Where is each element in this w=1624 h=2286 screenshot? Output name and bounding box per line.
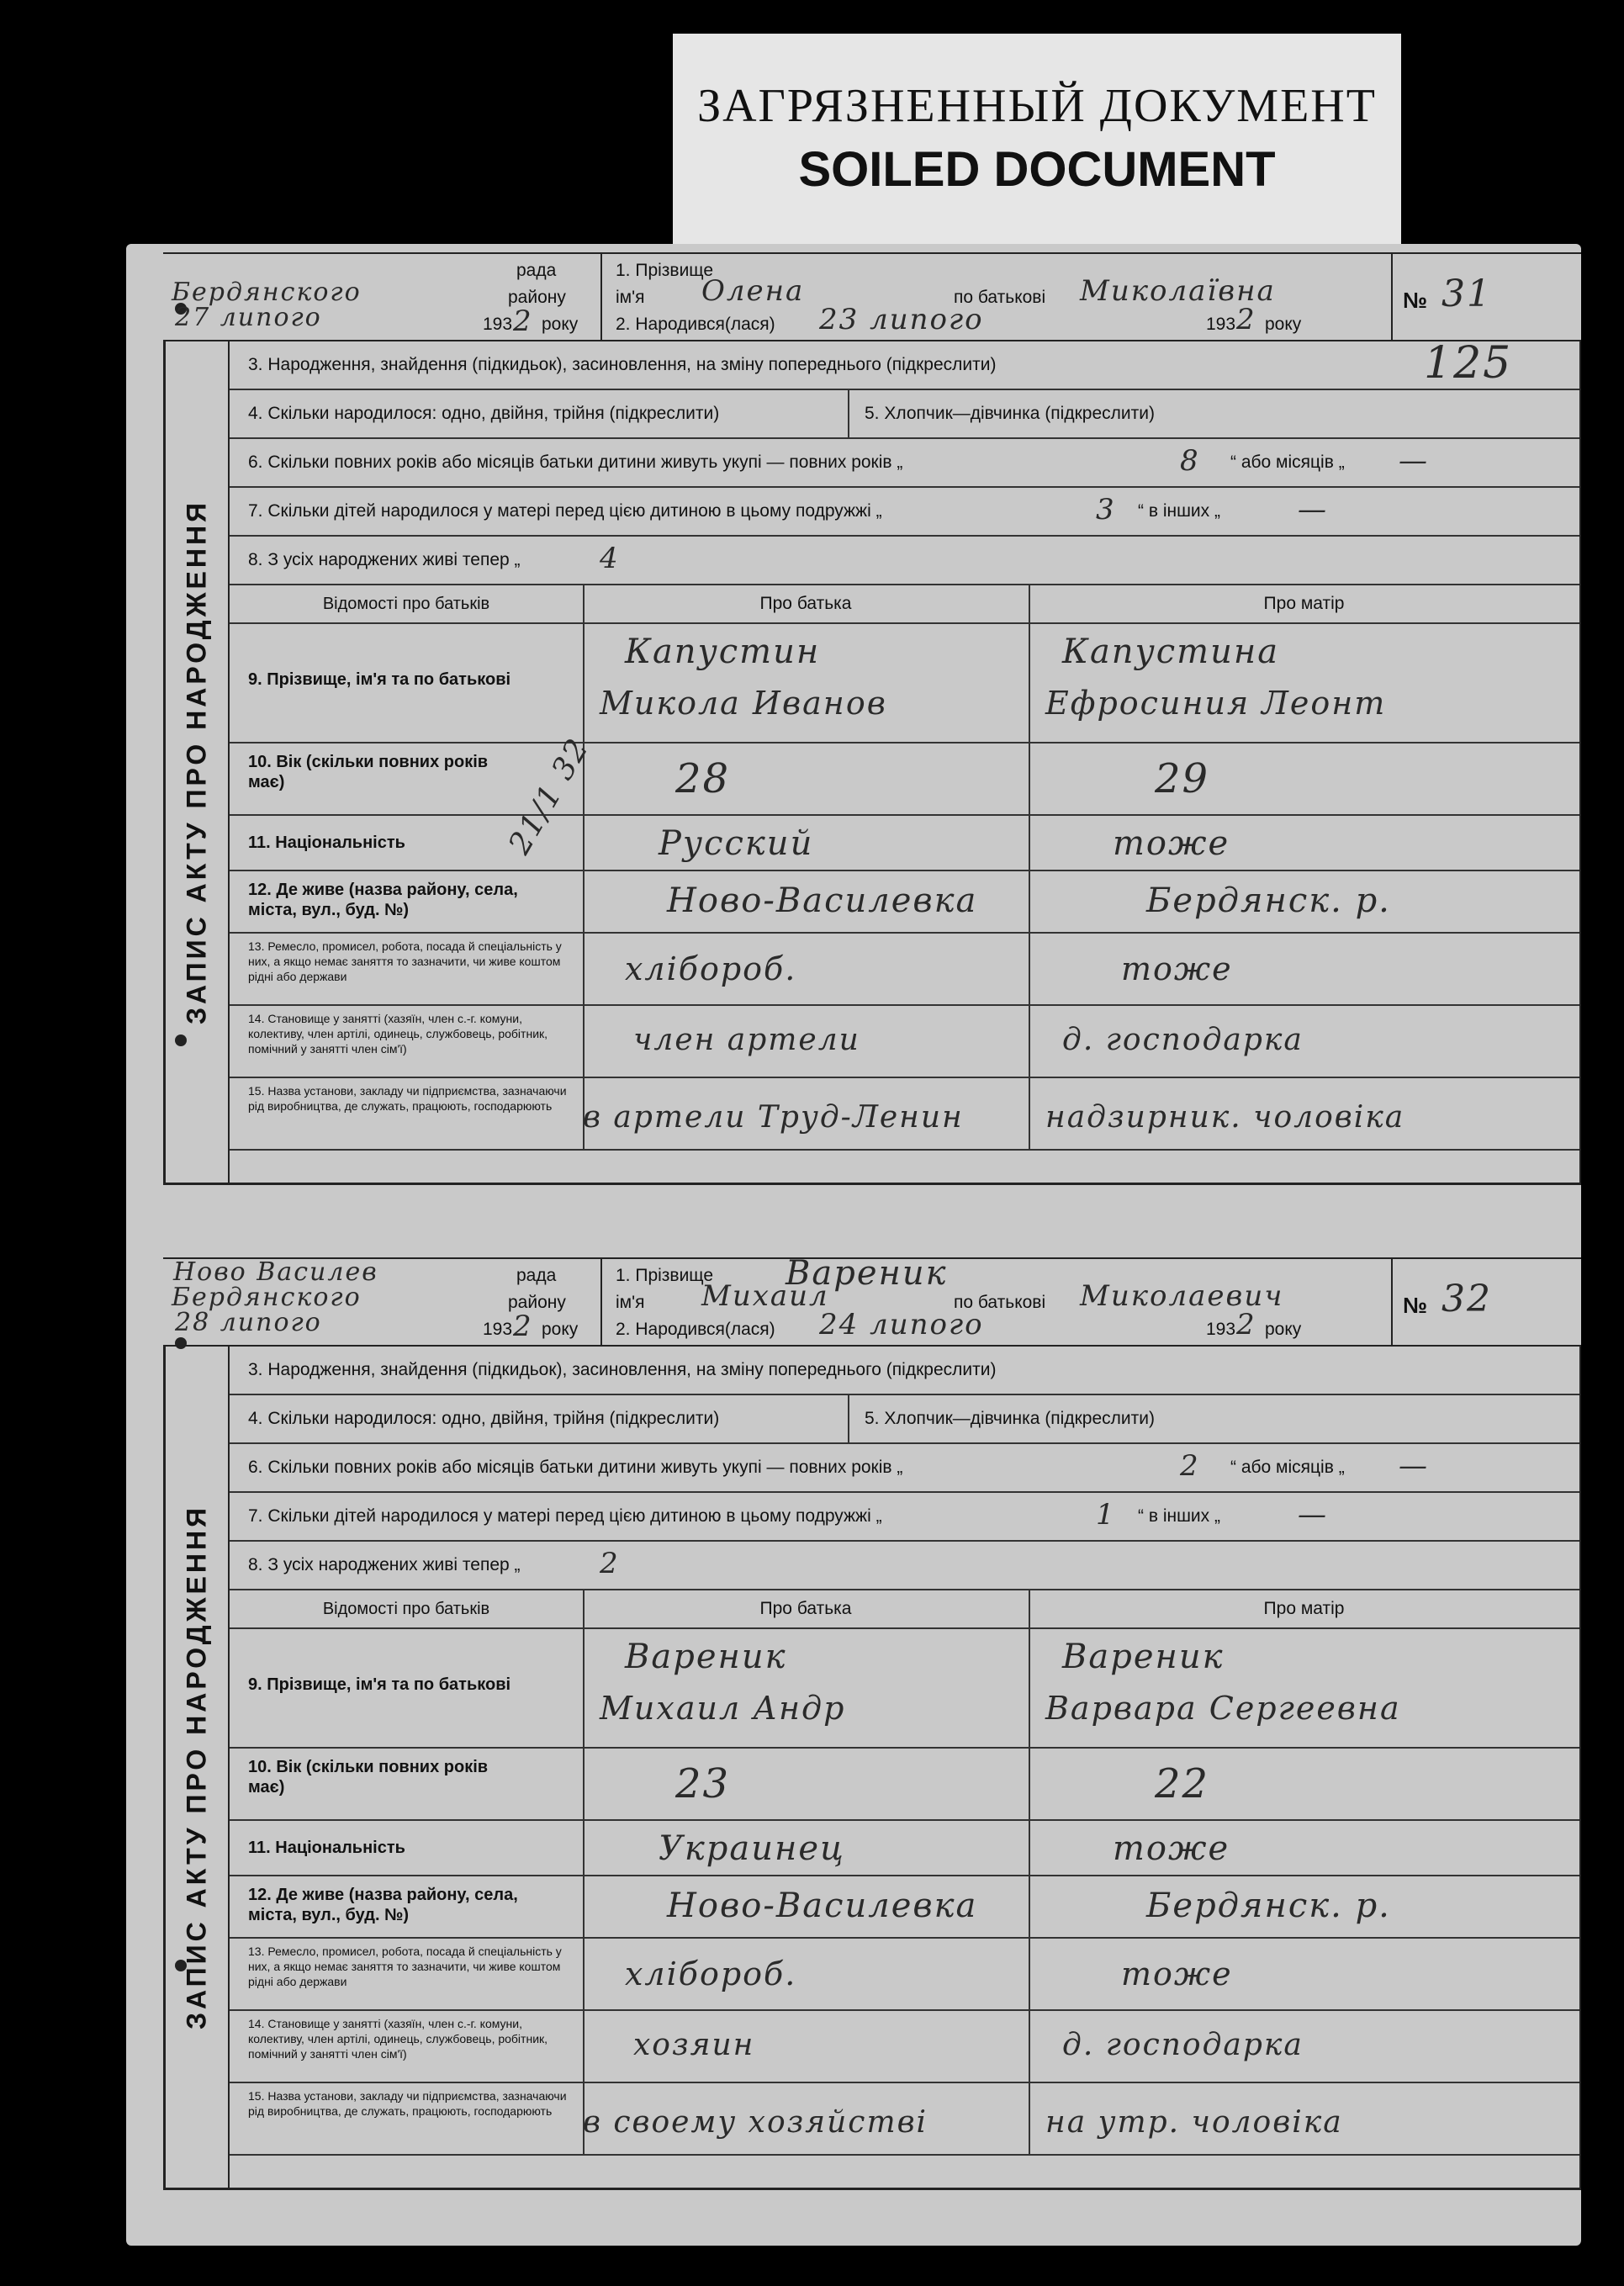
row-13-occupation: 13. Ремесло, промисел, робота, посада й спеціальність у них, а якщо немає заняття то зазначити, чи живе коштом рідні або держави хлібороб. тоже (230, 1939, 1579, 2011)
born-year-prefix: 193 (1206, 1320, 1236, 1339)
record-header (163, 252, 1581, 341)
reg-year-value: 2 (513, 304, 533, 338)
other-children: — (1298, 493, 1328, 527)
registry-office-cell (163, 1259, 602, 1345)
reg-date-value: 28 липого (175, 1308, 322, 1337)
row-13-occupation: 13. Ремесло, промисел, робота, посада й спеціальність у них, а якщо немає заняття то зазначити, чи живе коштом рідні або держави хлібороб. тоже (230, 934, 1579, 1006)
patronymic-value: Миколаївна (1080, 274, 1276, 308)
birth-record-32 (163, 1254, 1581, 2190)
months-together: — (1399, 444, 1429, 478)
row-10-age: 10. Вік (скільки повних років має) 23 22 (230, 1749, 1579, 1821)
row-9-name: 9. Прізвище, ім'я та по батькові Вареник Михаил Андр Вареник Варвара Сергеевна (230, 1629, 1579, 1749)
vertical-title: ЗАПИС АКТУ ПРО НАРОДЖЕННЯ (166, 341, 230, 1183)
row-12-residence: 12. Де живе (назва району, села, міста, вул., буд. №) Ново-Василевка Бердянск. р. (230, 1876, 1579, 1939)
row-15-workplace: 15. Назва установи, закладу чи підприємства, зазначаючи рід виробництва, де служать, працюють, господарюють в артели Труд-Ленин надзирник. чоловіка (230, 1078, 1579, 1151)
reg-year-value: 2 (513, 1310, 533, 1343)
number-label: № (1403, 288, 1427, 313)
record-rows (230, 338, 1579, 1151)
record-number-cell (1391, 1259, 1581, 1345)
birth-record-31 (163, 252, 1581, 1185)
row-6: 6. Скільки повних років або місяців батьки дитини живуть укупі — повних років „ 8 “ або місяців „ — (230, 439, 1579, 488)
margin-note: 21/1 32 (502, 732, 596, 860)
soiled-document-label (673, 34, 1401, 252)
child-cell (600, 254, 1393, 340)
raion-value: Бердянского (172, 278, 362, 307)
born-year-value: 2 (1236, 303, 1256, 336)
born-year-value: 2 (1236, 1308, 1256, 1341)
registry-office-cell (163, 254, 602, 340)
label-ru: ЗАГРЯЗНЕННЫЙ ДОКУМЕНТ (697, 80, 1377, 132)
name-value: Михаил (701, 1279, 829, 1313)
record-body (163, 1347, 1581, 2190)
record-number: 32 (1441, 1278, 1492, 1320)
born-label: 2. Народився(лася) (616, 315, 775, 334)
annotation-number: 125 (1424, 338, 1513, 389)
year-suffix: року (542, 315, 579, 334)
born-year-prefix: 193 (1206, 315, 1236, 334)
number-label: № (1403, 1293, 1427, 1318)
row-7: 7. Скільки дітей народилося у матері перед цією дитиною в цьому подружжі „ 1 “ в інших „ — (230, 1493, 1579, 1542)
surname-value: Вареник (786, 1254, 948, 1293)
register-page (126, 244, 1581, 2246)
born-year-suffix: року (1265, 1320, 1302, 1339)
row-15-workplace: 15. Назва установи, закладу чи підприємства, зазначаючи рід виробництва, де служать, працюють, господарюють в своему хозяйстві на утр. чоловіка (230, 2083, 1579, 2156)
patronymic-label: по батькові (954, 1293, 1046, 1312)
born-date-value: 24 липого (819, 1308, 984, 1341)
reg-date-value: 27 липого (175, 303, 322, 332)
born-year-suffix: року (1265, 315, 1302, 334)
row-8: 8. З усіх народжених живі тепер „ 4 (230, 537, 1579, 585)
months-together: — (1399, 1449, 1429, 1483)
rada-label: рада (516, 261, 557, 280)
row-14-status: 14. Становище у занятті (хазяїн, член с.-г. комуни, колективу, член артілі, одинець, службовець, робітник, помічний у занятті член сім'ї) хозяин д. господарка (230, 2011, 1579, 2083)
surname-label: 1. Прізвище (616, 1266, 714, 1285)
name-label: ім'я (616, 1293, 645, 1312)
row-4-5: 4. Скільки народилося: одно, двійня, трійня (підкреслити) 5. Хлопчик—дівчинка (підкреслити) (230, 1395, 1579, 1444)
row-12-residence: 12. Де живе (назва району, села, міста, вул., буд. №) Ново-Василевка Бердянск. р. (230, 871, 1579, 934)
record-body (163, 338, 1581, 1185)
rada-label: рада (516, 1266, 557, 1285)
born-label: 2. Народився(лася) (616, 1320, 775, 1339)
years-together: 8 (1180, 444, 1200, 478)
prev-children: 1 (1096, 1498, 1116, 1532)
row-11-nationality: 11. Національність Русский тоже (230, 816, 1579, 871)
record-header (163, 1254, 1581, 1347)
prev-children: 3 (1096, 493, 1116, 527)
year-prefix: 193 (483, 1320, 513, 1339)
row-7: 7. Скільки дітей народилося у матері перед цією дитиною в цьому подружжі „ 3 “ в інших „ — (230, 488, 1579, 537)
born-date-value: 23 липого (819, 303, 984, 336)
row-14-status: 14. Становище у занятті (хазяїн, член с.-г. комуни, колективу, член артілі, одинець, службовець, робітник, помічний у занятті член сім'ї) член артели д. господарка (230, 1006, 1579, 1078)
raion-label: району (508, 1293, 566, 1312)
vertical-title: ЗАПИС АКТУ ПРО НАРОДЖЕННЯ (166, 1347, 230, 2188)
years-together: 2 (1180, 1449, 1200, 1483)
alive-count: 2 (600, 1547, 620, 1580)
row-8: 8. З усіх народжених живі тепер „ 2 (230, 1542, 1579, 1590)
row-4-5: 4. Скільки народилося: одно, двійня, трійня (підкреслити) 5. Хлопчик—дівчинка (підкреслити) (230, 390, 1579, 439)
raion-label: району (508, 288, 566, 307)
surname-label: 1. Прізвище (616, 261, 714, 280)
record-number: 31 (1441, 273, 1492, 315)
name-value: Олена (701, 274, 805, 308)
year-prefix: 193 (483, 315, 513, 334)
patronymic-value: Миколаевич (1080, 1279, 1284, 1313)
row-3: 3. Народження, знайдення (підкидьок), засиновлення, на зміну попереднього (підкреслити) (230, 1347, 1579, 1395)
label-en: SOILED DOCUMENT (798, 142, 1276, 197)
parents-header: Відомості про батьків Про батька Про матір (230, 1590, 1579, 1629)
record-number-cell (1391, 254, 1581, 340)
row-11-nationality: 11. Національність Украинец тоже (230, 1821, 1579, 1876)
raion-value: Бердянского (172, 1283, 362, 1312)
name-label: ім'я (616, 288, 645, 307)
record-rows (230, 1347, 1579, 2156)
alive-count: 4 (600, 542, 620, 575)
rada-value: Ново Василев (173, 1257, 378, 1287)
row-10-age: 10. Вік (скільки повних років має) 28 29 (230, 743, 1579, 816)
parents-table (230, 1590, 1579, 2156)
other-children: — (1298, 1498, 1328, 1532)
parents-header: Відомості про батьків Про батька Про матір (230, 585, 1579, 624)
row-3: 3. Народження, знайдення (підкидьок), засиновлення, на зміну попереднього (підкреслити) 125 (230, 341, 1579, 390)
child-cell (600, 1254, 1393, 1345)
row-9-name: 9. Прізвище, ім'я та по батькові Капустин Микола Иванов Капустина Ефросиния Леонт (230, 624, 1579, 743)
parents-table (230, 585, 1579, 1151)
row-6: 6. Скільки повних років або місяців батьки дитини живуть укупі — повних років „ 2 “ або місяців „ — (230, 1444, 1579, 1493)
year-suffix: року (542, 1320, 579, 1339)
patronymic-label: по батькові (954, 288, 1046, 307)
